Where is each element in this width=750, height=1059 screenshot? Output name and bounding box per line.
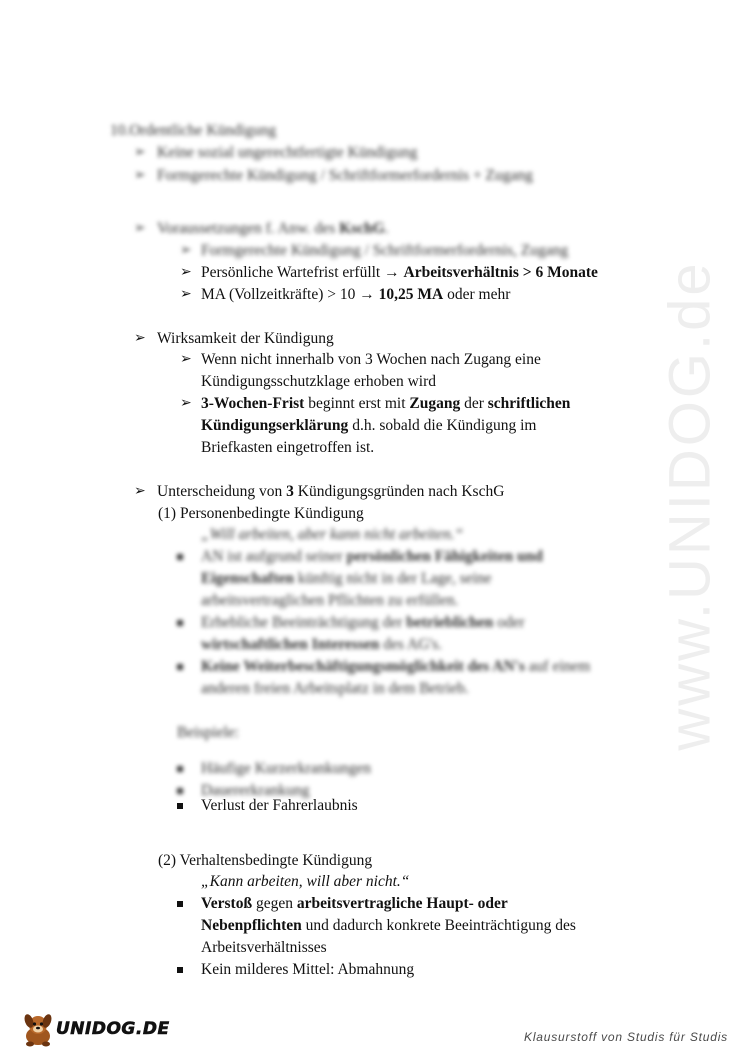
logo-text: UNIDOG.DE: [56, 1019, 170, 1039]
text: gegen: [252, 895, 297, 912]
list-item-continuation: Arbeitsverhältnisses: [201, 939, 327, 956]
text-bold: Eigenschaften: [201, 570, 294, 587]
list-item: [201, 547, 543, 567]
list-item: [201, 613, 525, 633]
text: Unterscheidung von: [157, 483, 287, 500]
text-bold: Zugang: [409, 395, 461, 412]
list-item: [157, 219, 389, 239]
arrow-bullet-icon: ➢: [134, 221, 146, 236]
text: und dadurch konkrete Beeinträchtigung des: [301, 917, 576, 934]
list-item-continuation: Briefkasten eingetroffen ist.: [201, 439, 375, 456]
square-bullet-icon: [177, 664, 183, 670]
watermark-text: www.UNIDOG.de: [657, 259, 723, 751]
text: Persönliche Wartefrist erfüllt: [201, 264, 385, 281]
text: beginnt erst mit: [304, 395, 410, 412]
text: künftig nicht in der Lage, seine: [294, 570, 492, 587]
text: MA (Vollzeitkräfte) > 10: [201, 286, 360, 303]
text-bold: KschG: [339, 220, 385, 237]
text-bold: 3-Wochen-Frist: [201, 395, 305, 412]
arrow-bullet-icon: ➢: [180, 265, 192, 280]
square-bullet-icon: [177, 901, 183, 907]
text-bold: Verstoß: [201, 895, 253, 912]
text-bold: wirtschaftlichen Interessen: [201, 636, 380, 653]
arrow-icon: →: [359, 286, 375, 303]
list-item-continuation: [201, 416, 536, 436]
section-heading: 10.Ordentliche Kündigung: [110, 122, 277, 139]
watermark: [650, 259, 730, 751]
list-item: Dauererkrankung: [201, 782, 310, 799]
arrow-bullet-icon: ➢: [134, 145, 146, 160]
quote: „Will arbeiten, aber kann nicht arbeiten.“: [201, 526, 464, 543]
subsection-title: (1) Personenbedingte Kündigung: [158, 505, 364, 522]
text: .: [384, 220, 389, 237]
text-bold: Kündigungserklärung: [201, 417, 349, 434]
list-item: Kein milderes Mittel: Abmahnung: [201, 961, 415, 978]
square-bullet-icon: [177, 967, 183, 973]
text: Voraussetzungen f. Anw. des: [157, 220, 340, 237]
text-bold: persönlichen Fähigkeiten und: [346, 548, 543, 565]
text-bold: betrieblichen: [406, 614, 494, 631]
subsection-title: (2) Verhaltensbedingte Kündigung: [158, 852, 373, 869]
text-bold: Keine Weiterbeschäftigungsmöglichkeit des AN's: [201, 658, 525, 675]
list-item-continuation: [201, 635, 442, 655]
list-item: [201, 657, 590, 677]
list-item: [157, 482, 504, 502]
square-bullet-icon: [177, 554, 183, 560]
arrow-bullet-icon: ➢: [134, 331, 146, 346]
list-item: Wirksamkeit der Kündigung: [157, 330, 334, 347]
list-item: Formgerechte Kündigung / Schriftformerfordernis, Zugang: [201, 242, 569, 259]
dog-mascot-icon: [18, 1012, 58, 1048]
list-item: Wenn nicht innerhalb von 3 Wochen nach Zugang eine: [201, 351, 541, 368]
arrow-bullet-icon: ➢: [180, 396, 192, 411]
list-item: Verlust der Fahrerlaubnis: [201, 797, 358, 814]
list-item-continuation: [201, 569, 492, 589]
square-bullet-icon: [177, 803, 183, 809]
list-item: [201, 894, 508, 914]
examples-label: Beispiele:: [177, 724, 239, 741]
arrow-bullet-icon: ➢: [180, 243, 192, 258]
list-item: Keine sozial ungerechtfertigte Kündigung: [157, 144, 418, 161]
list-item: Formgerechte Kündigung / Schriftformerfordernis + Zugang: [157, 167, 533, 184]
list-item: Häufige Kurzerkrankungen: [201, 760, 371, 777]
text: oder mehr: [443, 286, 511, 303]
arrow-bullet-icon: ➢: [134, 484, 146, 499]
list-item: [201, 263, 598, 283]
text-bold: Arbeitsverhältnis > 6 Monate: [403, 264, 598, 281]
arrow-icon: →: [384, 264, 400, 281]
unidog-logo: [18, 1012, 168, 1048]
text: AN ist aufgrund seiner: [201, 548, 347, 565]
list-item-continuation: Kündigungsschutzklage erhoben wird: [201, 373, 437, 390]
list-item-continuation: arbeitsvertraglichen Pflichten zu erfüllen.: [201, 592, 459, 609]
text: Erhebliche Beeinträchtigung der: [201, 614, 407, 631]
text-bold: schriftlichen: [487, 395, 571, 412]
footer-tagline: Klausurstoff von Studis für Studis: [524, 1030, 728, 1044]
list-item: [201, 394, 570, 414]
text-bold: 3: [286, 483, 294, 500]
list-item-continuation: [201, 916, 576, 936]
arrow-bullet-icon: ➢: [134, 168, 146, 183]
text: oder: [493, 614, 525, 631]
arrow-bullet-icon: ➢: [180, 287, 192, 302]
quote: „Kann arbeiten, will aber nicht.“: [201, 873, 410, 890]
text: d.h. sobald die Kündigung im: [348, 417, 537, 434]
arrow-bullet-icon: ➢: [180, 352, 192, 367]
text-bold: 10,25 MA: [378, 286, 444, 303]
text-bold: arbeitsvertragliche Haupt- oder: [296, 895, 508, 912]
list-item-continuation: anderen freien Arbeitsplatz in dem Betrieb.: [201, 680, 469, 697]
text: Kündigungsgründen nach KschG: [293, 483, 505, 500]
list-item: [201, 285, 510, 305]
text: des AG's.: [379, 636, 443, 653]
square-bullet-icon: [177, 766, 183, 772]
square-bullet-icon: [177, 788, 183, 794]
text: auf einem: [524, 658, 591, 675]
square-bullet-icon: [177, 620, 183, 626]
text: der: [460, 395, 488, 412]
text-bold: Nebenpflichten: [201, 917, 302, 934]
